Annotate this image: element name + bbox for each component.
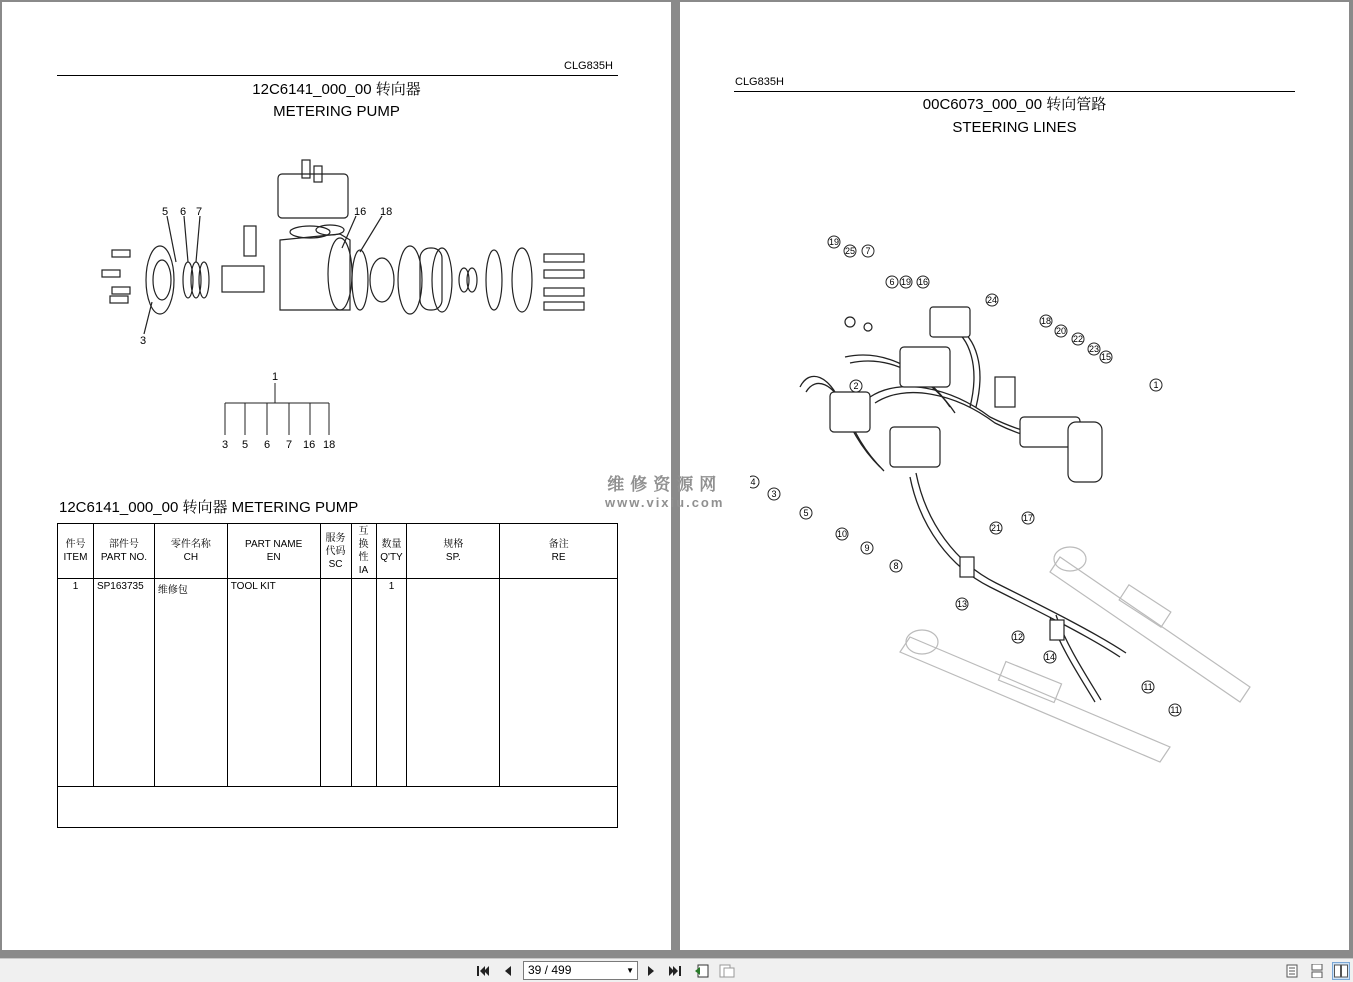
col-header: 零件名称 CH — [154, 524, 227, 579]
next-page-icon — [646, 965, 656, 977]
page-title-en: METERING PUMP — [273, 103, 400, 120]
tree-child: 16 — [303, 439, 316, 451]
first-page-button[interactable] — [474, 962, 492, 980]
single-page-view-button[interactable] — [1283, 962, 1301, 980]
callout: 8 — [893, 561, 899, 571]
table-title: 12C6141_000_00 转向器 METERING PUMP — [59, 499, 359, 516]
cell-sp — [407, 579, 500, 787]
chevron-down-icon: ▼ — [626, 966, 634, 975]
callout-7: 7 — [196, 206, 203, 218]
cell-qty: 1 — [376, 579, 407, 787]
callout-3: 3 — [140, 335, 147, 347]
tree-child: 5 — [242, 439, 249, 451]
steering-lines-diagram — [750, 227, 1280, 787]
parts-table — [57, 523, 618, 828]
page-title-code: 00C6073_000_00 转向管路 — [922, 96, 1107, 113]
callout: 9 — [864, 543, 870, 553]
last-page-icon — [668, 965, 682, 977]
callout: 23 — [1088, 344, 1100, 354]
tree-root: 1 — [272, 371, 279, 383]
tree-child: 7 — [286, 439, 293, 451]
callout: 18 — [1040, 316, 1052, 326]
callout: 13 — [956, 599, 968, 609]
two-page-view-button[interactable] — [1332, 962, 1350, 980]
callout-16: 16 — [354, 206, 367, 218]
continuous-page-icon — [1311, 964, 1323, 978]
callout: 19 — [828, 237, 840, 247]
callout-5: 5 — [162, 206, 169, 218]
callout: 3 — [771, 489, 777, 499]
metering-pump-diagram — [92, 152, 602, 352]
table-footer-cell — [58, 787, 618, 828]
next-view-button[interactable] — [718, 962, 736, 980]
prev-page-icon — [503, 965, 513, 977]
page-title-code: 12C6141_000_00 转向器 — [252, 81, 421, 98]
prev-page-button[interactable] — [499, 962, 517, 980]
col-header: 互换性 IA — [351, 524, 376, 579]
header-rule — [734, 91, 1295, 92]
cell-sc — [320, 579, 351, 787]
col-header: 数量 Q'TY — [376, 524, 407, 579]
callout-18: 18 — [380, 206, 393, 218]
page-indicator: 39 / 499 — [528, 963, 572, 977]
callout: 24 — [986, 295, 998, 305]
callout: 21 — [990, 523, 1002, 533]
callout: 2 — [853, 381, 859, 391]
table-footer-row — [58, 787, 618, 828]
navigation-toolbar — [0, 958, 1353, 982]
callout: 15 — [1100, 352, 1112, 362]
cell-item: 1 — [58, 579, 94, 787]
single-page-icon — [1286, 964, 1298, 978]
callout: 4 — [750, 477, 756, 487]
watermark — [605, 470, 724, 510]
cell-name-ch: 维修包 — [154, 579, 227, 787]
tree-child: 18 — [323, 439, 336, 451]
first-page-icon — [476, 965, 490, 977]
callout: 10 — [836, 529, 848, 539]
callout: 5 — [803, 508, 809, 518]
page-right — [680, 2, 1349, 950]
cell-name-en: TOOL KIT — [227, 579, 320, 787]
callout: 7 — [865, 246, 871, 256]
callout: 6 — [889, 277, 895, 287]
callout: 11 — [1143, 682, 1153, 692]
page-left — [2, 2, 671, 950]
col-header: 规格 SP. — [407, 524, 500, 579]
page-number-select[interactable] — [523, 961, 638, 980]
header-rule — [57, 75, 618, 76]
callout: 1 — [1153, 380, 1159, 390]
callout: 17 — [1022, 513, 1034, 523]
cell-re — [500, 579, 618, 787]
tree-child: 3 — [222, 439, 229, 451]
col-header: 部件号 PART NO. — [93, 524, 154, 579]
callout: 25 — [844, 246, 856, 256]
col-header: 服务代码 SC — [320, 524, 351, 579]
next-page-button[interactable] — [642, 962, 660, 980]
callout-6: 6 — [180, 206, 187, 218]
last-page-button[interactable] — [666, 962, 684, 980]
callout: 20 — [1055, 326, 1067, 336]
page-title-en: STEERING LINES — [952, 119, 1077, 136]
callout: 22 — [1072, 334, 1084, 344]
tree-child: 6 — [264, 439, 271, 451]
continuous-view-button[interactable] — [1308, 962, 1326, 980]
previous-view-button[interactable] — [693, 962, 711, 980]
previous-view-icon — [694, 964, 710, 978]
model-label: CLG835H — [564, 60, 613, 72]
callout: 16 — [917, 277, 929, 287]
model-label: CLG835H — [735, 76, 784, 88]
callout: 19 — [900, 277, 912, 287]
cell-part-no: SP163735 — [93, 579, 154, 787]
assembly-tree — [217, 367, 347, 457]
table-row — [58, 579, 618, 787]
table-header-row — [58, 524, 618, 579]
watermark-cn: 维修资源网 — [607, 475, 723, 494]
next-view-icon — [719, 964, 735, 978]
col-header: PART NAME EN — [227, 524, 320, 579]
watermark-url: www.vixiu.com — [605, 495, 725, 510]
callout: 11 — [1170, 705, 1180, 715]
col-header: 件号 ITEM — [58, 524, 94, 579]
callout: 12 — [1012, 632, 1024, 642]
cell-ia — [351, 579, 376, 787]
two-page-icon — [1334, 964, 1348, 978]
callout: 14 — [1044, 652, 1056, 662]
col-header: 备注 RE — [500, 524, 618, 579]
